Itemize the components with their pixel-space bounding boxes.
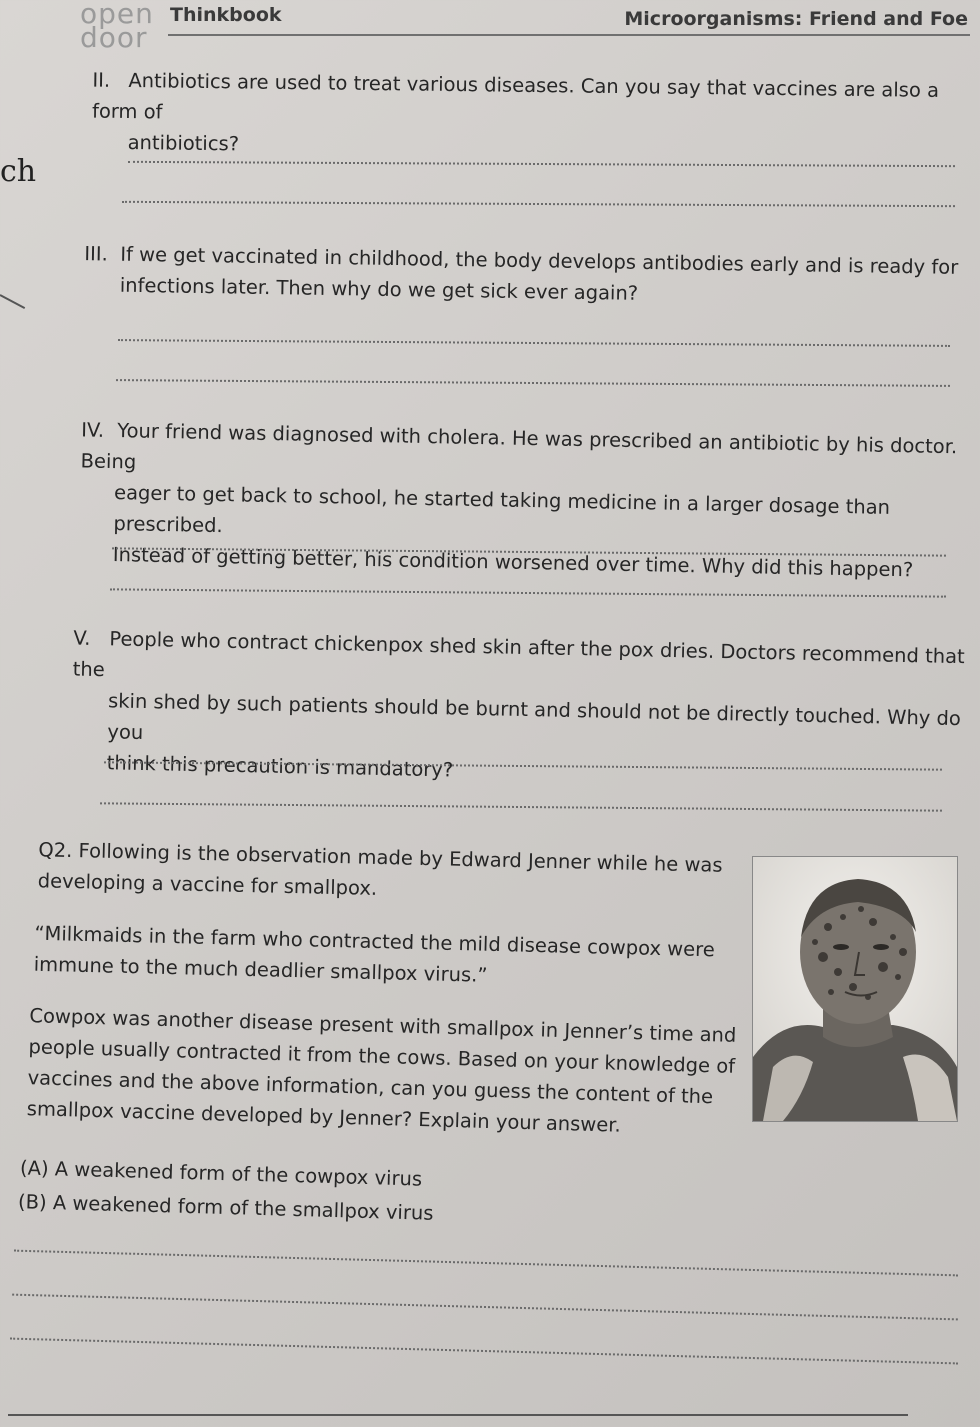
patient-portrait-image — [753, 857, 957, 1121]
smallpox-patient-photo — [752, 856, 958, 1122]
question-iv: IV. Your friend was diagnosed with cholera. He was prescribed an antibiotic by his doctor. Being eager to get back to school, he started taking medicine in a larger dosage than prescribed. Instead of getting better, his condition worsened over time. Why did this happen? — [80, 418, 958, 582]
header-rule — [168, 34, 970, 36]
q2-body: Cowpox was another disease present with smallpox in Jenner’s time and people usually contracted it from the cows. Based on your knowledge of vaccines and the above information, can you guess the content of the smallpox vaccine developed by Jenner? Explain your answer. — [26, 1004, 737, 1137]
margin-rule — [0, 294, 25, 309]
q2-quote: “Milkmaids in the farm who contracted the mild disease cowpox were immune to the much deadlier smallpox virus.” — [33, 921, 716, 987]
open-door-logo: open door — [80, 0, 154, 54]
option-a: (A) A weakened form of the cowpox virus — [19, 1156, 423, 1191]
question-ii: II. Antibiotics are used to treat various diseases. Can you say that vaccines are also a form of antibiotics? — [91, 68, 940, 156]
question-v: V. People who contract chickenpox shed skin after the pox dries. Doctors recommend that the skin shed by such patients should be burnt and should not be directly touched. Why do you think this precaution is mandatory? — [72, 626, 965, 782]
brand-title: Thinkbook — [170, 4, 282, 26]
answer-line[interactable] — [118, 339, 950, 347]
answer-line[interactable] — [116, 379, 950, 387]
answer-line[interactable] — [122, 201, 955, 207]
margin-text: ch — [0, 154, 37, 189]
answer-line[interactable] — [12, 1294, 958, 1321]
question-iii: III. If we get vaccinated in childhood, the body develops antibodies early and is ready for infections later. Then why do we get sick ever again? — [84, 242, 959, 305]
option-b: (B) A weakened form of the smallpox virus — [17, 1190, 434, 1225]
chapter-title: Microorganisms: Friend and Foe — [624, 8, 968, 30]
answer-line[interactable] — [10, 1338, 958, 1365]
answer-line[interactable] — [110, 588, 946, 597]
page-bottom-rule — [8, 1414, 908, 1416]
answer-line[interactable] — [100, 802, 942, 811]
q2-intro: Q2. Following is the observation made by Edward Jenner while he was developing a vaccine for smallpox. — [37, 838, 723, 900]
answer-line[interactable] — [14, 1250, 958, 1277]
